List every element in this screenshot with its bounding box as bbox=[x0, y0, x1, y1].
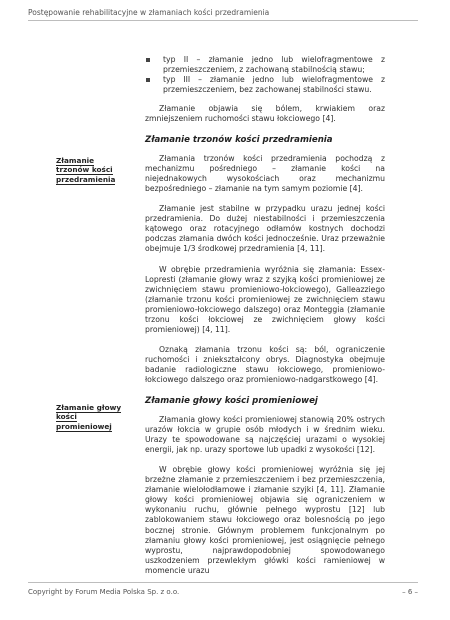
margin-note-text: Złamanie głowy kości promieniowej bbox=[56, 403, 122, 431]
page-number: – 6 – bbox=[402, 588, 418, 596]
page-footer bbox=[28, 582, 418, 596]
list-item-text: typ II – złamanie jedno lub wielofragmentowe z przemieszczeniem, z zachowaną stabilnością stawu; bbox=[163, 55, 385, 75]
section-heading: Złamanie głowy kości promieniowej bbox=[145, 395, 318, 406]
margin-note-shaft-fracture bbox=[56, 156, 124, 184]
main-content bbox=[145, 55, 385, 586]
paragraph: W obrębie głowy kości promieniowej wyróżnia się jej brzeżne złamanie z przemieszczeniem i bez przemieszczenia, złamanie wielołodłamowe i złamanie szyjki [4, 11]. Złamanie głowy kości promieniowej objawia się ograniczeniem w wykonaniu ruchu, głównie pełnego wyprostu [12] lub zablokowaniem stawu łokciowego oraz bolesnością po jego bocznej stronie. Głównym problemem funkcjonalnym po złamaniu głowy kości promieniowej, jest osiągnięcie pełnego wyprostu, najprawdopodobniej spowodowanego uszkodzeniem przewlekłym główki kości ramieniowej w momencie urazu bbox=[145, 465, 385, 575]
margin-note-text: Złamanie trzonów kości przedramienia bbox=[56, 156, 116, 184]
bullet-square-icon bbox=[146, 78, 150, 82]
paragraph: Złamania trzonów kości przedramienia pochodzą z mechanizmu pośredniego – złamanie kości na niejednakowych wysokościach oraz mechanizmu bezpośredniego – złamanie na tym samym poziomie [4]. bbox=[145, 153, 385, 193]
paragraph: Złamanie objawia się bólem, krwiakiem oraz zmniejszeniem ruchomości stawu łokciowego [4]. bbox=[145, 104, 385, 124]
list-item-text: typ III – złamanie jedno lub wielofragmentowe z przemieszczeniem, bez zachowanej stabilności stawu. bbox=[163, 75, 385, 95]
paragraph: Złamanie jest stabilne w przypadku urazu jednej kości przedramienia. Do dużej niestabilności i przemieszczenia kątowego oraz rotacyjnego odłamów kostnych dochodzi podczas złamania dwóch kości jednocześnie. Uraz przeważnie obejmuje 1/3 środkowej przedramienia [4, 11]. bbox=[145, 204, 385, 254]
bullet-square-icon bbox=[146, 58, 150, 62]
list-item bbox=[145, 55, 385, 75]
paragraph: Złamania głowy kości promieniowej stanowią 20% ostrych urazów łokcia w grupie osób młodych i w średnim wieku. Urazy te spowodowane są najczęściej urazami o wysokiej energii, jak np. urazy sportowe lub upadki z wysokości [12]. bbox=[145, 414, 385, 454]
section-heading: Złamanie trzonów kości przedramienia bbox=[145, 134, 333, 145]
copyright-text: Copyright by Forum Media Polska Sp. z o.o. bbox=[28, 588, 180, 596]
margin-note-radial-head bbox=[56, 403, 124, 431]
running-header: Postępowanie rehabilitacyjne w złamaniach kości przedramienia bbox=[28, 8, 418, 21]
paragraph: Oznaką złamania trzonu kości są: ból, ograniczenie ruchomości i zniekształcony obrys. Diagnostyka obejmuje badanie radiologiczne stawu łokciowego, promieniowo-łokciowego dalszego oraz promieniowo-nadgarstkowego [4]. bbox=[145, 345, 385, 385]
list-item bbox=[145, 75, 385, 95]
fracture-type-list bbox=[145, 55, 385, 95]
paragraph: W obrębie przedramienia wyróżnia się złamania: Essex-Lopresti (złamanie głowy wraz z szyjką kości promieniowej ze zwichnięciem stawu promieniowo-łokciowego), Galleazziego (złamanie trzonu kości promieniowej ze zwichnięciem stawu promieniowo-łokciowego dalszego) oraz Monteggia (złamanie trzonu kości łokciowej ze zwichnięciem głowy kości promieniowej) [4, 11]. bbox=[145, 264, 385, 335]
